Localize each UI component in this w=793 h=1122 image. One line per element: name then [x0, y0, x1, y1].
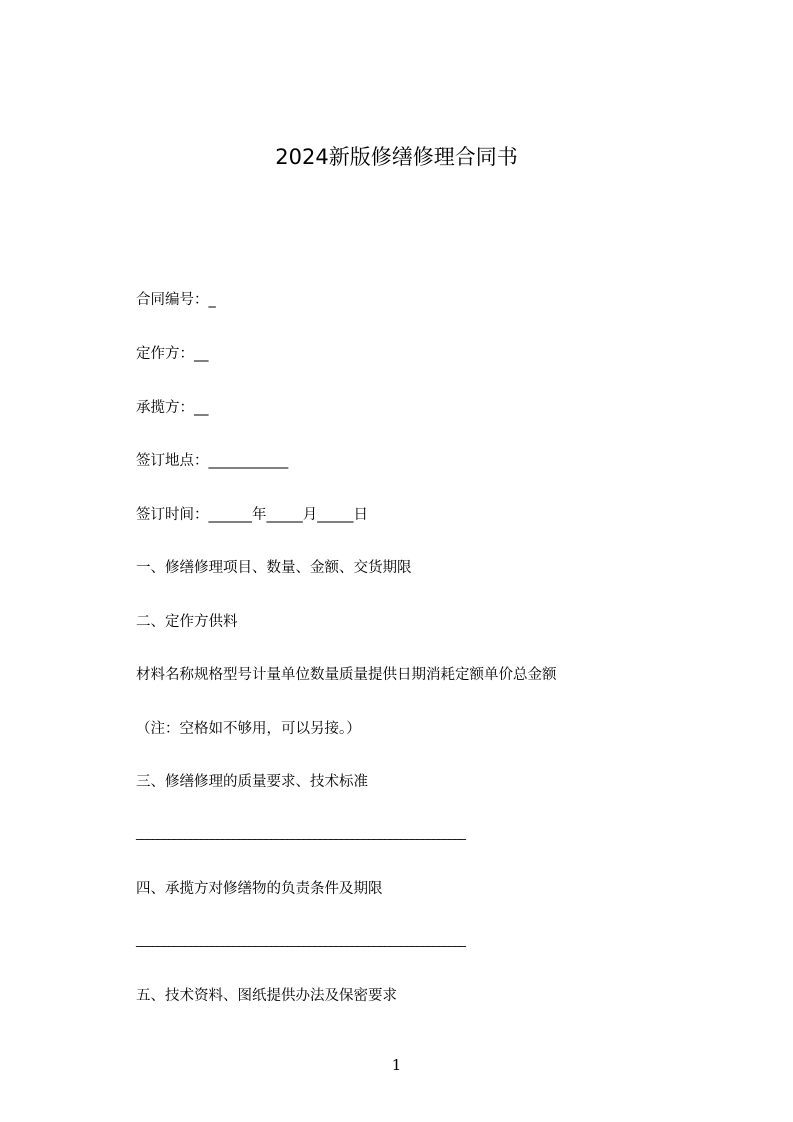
document-title: 2024新版修缮修理合同书 [275, 145, 518, 169]
section-3-heading: 三、修缮修理的质量要求、技术标准 [136, 774, 368, 790]
contract-number-line: 合同编号：_ [136, 292, 216, 308]
section-1-heading: 一、修缮修理项目、数量、金额、交货期限 [136, 560, 412, 576]
blank-fill-line-2: _____________________________________________________________ [136, 933, 466, 947]
section-2-heading: 二、定作方供料 [136, 614, 238, 630]
signing-place-line: 签订地点：___________ [136, 453, 289, 469]
contractor-line: 承揽方：__ [136, 400, 209, 416]
section-5-heading: 五、技术资料、图纸提供办法及保密要求 [136, 988, 397, 1004]
signing-time-line: 签订时间：______年_____月_____日 [136, 507, 368, 523]
page-number: 1 [391, 1056, 402, 1074]
ordering-party-line: 定作方：__ [136, 346, 209, 362]
material-columns-line: 材料名称规格型号计量单位数量质量提供日期消耗定额单价总金额 [136, 667, 557, 683]
note-line: （注：空格如不够用，可以另接。） [136, 721, 361, 737]
blank-fill-line-1: _____________________________________________________________ [136, 826, 466, 840]
section-4-heading: 四、承揽方对修缮物的负责条件及期限 [136, 881, 383, 897]
